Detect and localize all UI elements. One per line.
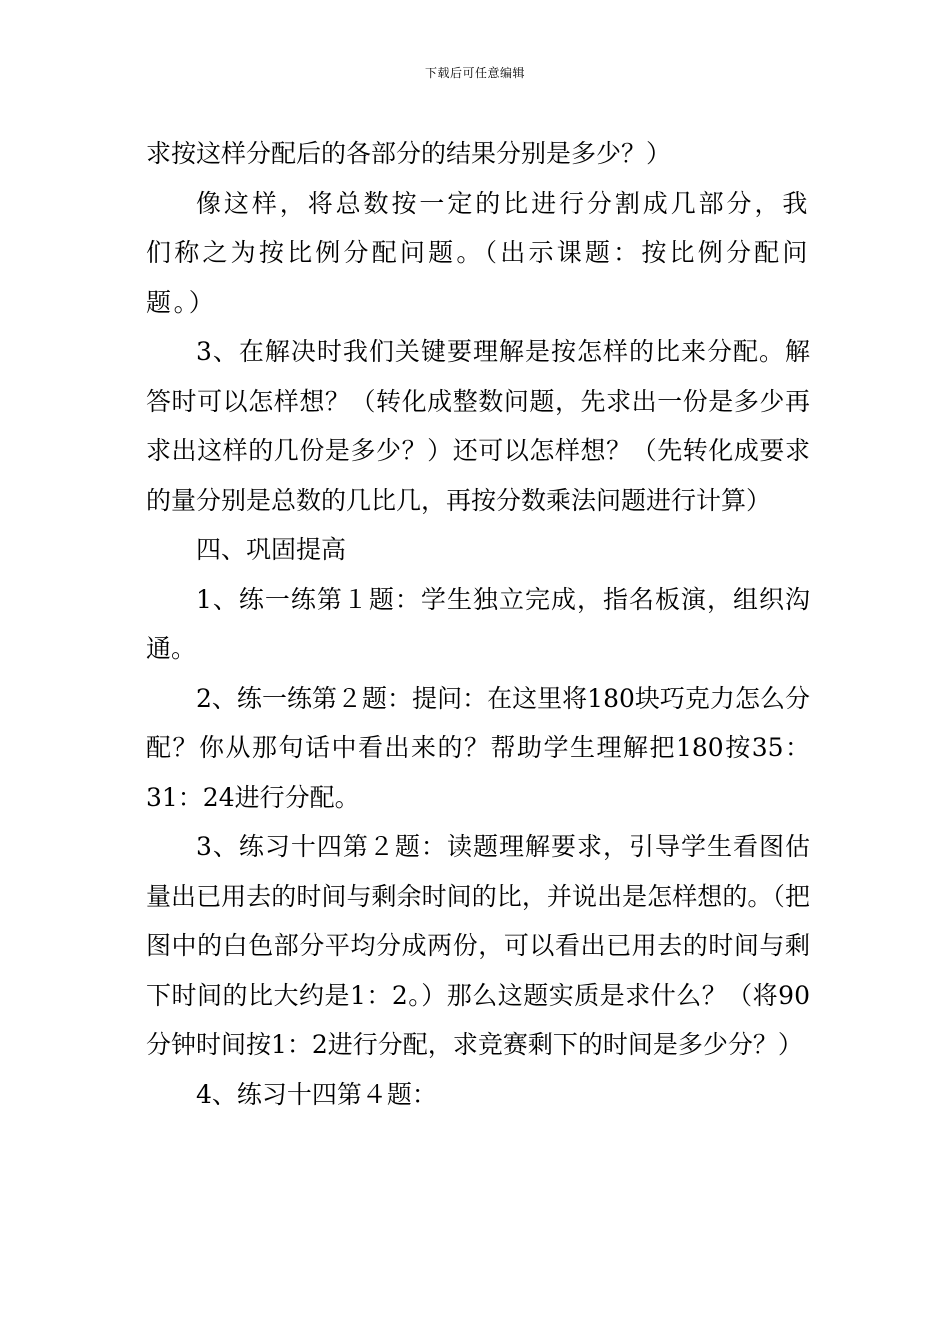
paragraph-2: 像这样，将总数按一定的比进行分割成几部分，我们称之为按比例分配问题。（出示课题：按比例分配问题。） — [146, 188, 810, 317]
paragraph-7: 4、练习十四第４题： — [196, 1079, 437, 1109]
paragraph-1: 求按这样分配后的各部分的结果分别是多少？） — [146, 139, 672, 168]
page-header: 下载后可任意编辑 — [424, 66, 525, 80]
document-body — [146, 129, 810, 1119]
paragraph-5: 2、练一练第２题：提问：在这里将180块巧克力怎么分配？你从那句话中看出来的？帮助学生理解把180按35：31：24进行分配。 — [146, 683, 810, 812]
paragraph-4: 1、练一练第１题：学生独立完成，指名板演，组织沟通。 — [146, 584, 810, 663]
paragraph-3: 3、在解决时我们关键要理解是按怎样的比来分配。解答时可以怎样想？（转化成整数问题，先求出一份是多少再求出这样的几份是多少？）还可以怎样想？（先转化成要求的量分别是总数的几比几，再按分数乘法问题进行计算） — [146, 337, 810, 515]
section-heading: 四、巩固提高 — [196, 535, 347, 564]
paragraph-6: 3、练习十四第２题：读题理解要求，引导学生看图估量出已用去的时间与剩余时间的比，并说出是怎样想的。（把图中的白色部分平均分成两份，可以看出已用去的时间与剩下时间的比大约是1：2。）那么这题实质是求什么？（将90分钟时间按1：2进行分配，求竞赛剩下的时间是多少分？） — [146, 832, 810, 1059]
